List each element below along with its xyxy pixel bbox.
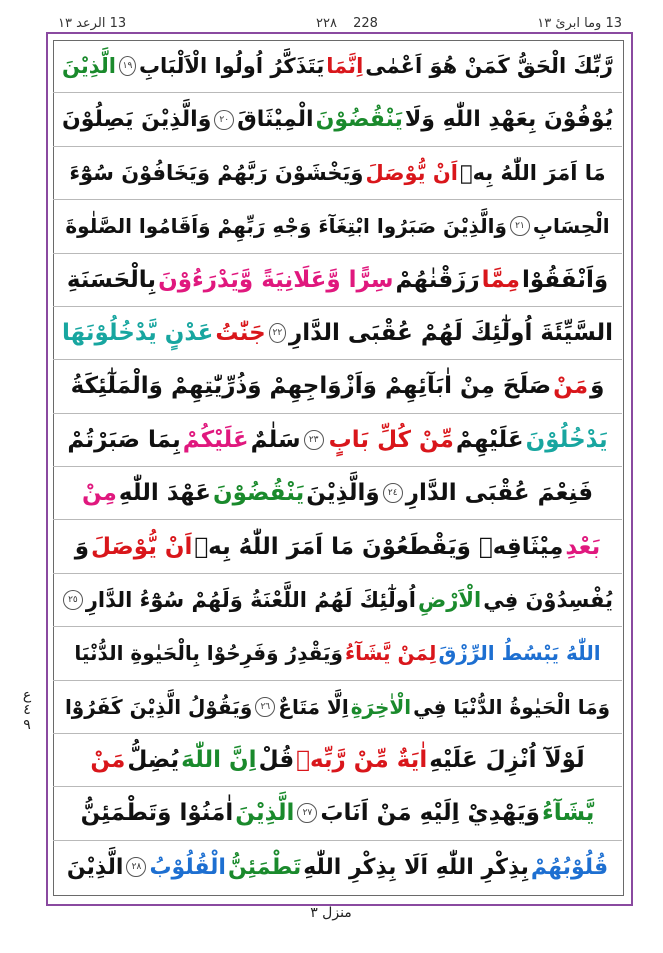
text-segment: جَنّٰتُ xyxy=(215,320,266,347)
text-segment: رَزَقْنٰهُمْ xyxy=(395,266,480,293)
text-segment: يَّشَآءُ xyxy=(541,800,595,827)
text-line xyxy=(53,93,622,146)
text-segment: وَيَقُوْلُ الَّذِيْنَ كَفَرُوْا xyxy=(64,694,253,719)
text-segment: اَنْ يُّوْصَلَ xyxy=(365,160,458,185)
text-segment: سِرًّا وَّعَلَانِيَةً وَّيَدْرَءُوْنَ xyxy=(158,266,394,293)
text-segment: الْمِيْثَاقَ xyxy=(237,107,314,133)
page-number-latin: 228 xyxy=(353,16,378,31)
text-line xyxy=(53,627,622,680)
text-segment: مِّنْ كُلِّ بَابٍ xyxy=(328,426,454,453)
ayah-number-marker: ٢٢ xyxy=(269,323,286,343)
text-segment: بِذِكْرِ اللّٰهِ اَلَا بِذِكْرِ اللّٰهِ xyxy=(303,854,529,880)
text-segment: لَوْلَآ اُنْزِلَ عَلَيْهِ xyxy=(429,747,585,774)
ayah-number-marker: ٢٨ xyxy=(126,857,146,877)
para-name-label: 13 وما ابرئ ١٣ xyxy=(537,16,622,31)
text-segment: مَنْ xyxy=(553,373,589,400)
text-segment: وَ xyxy=(590,373,605,400)
text-segment: الْقُلُوْبُ xyxy=(149,854,226,880)
text-segment: وَيَقْدِرُ وَفَرِحُوْا بِالْحَيٰوةِ الدُّنْيَا xyxy=(74,641,343,666)
text-segment: عَدْنٍ يَّدْخُلُوْنَهَا xyxy=(62,320,214,347)
text-segment: عَلَيْهِمْ xyxy=(455,426,524,453)
text-segment: اٰمَنُوْا وَتَطْمَئِنُّ xyxy=(80,800,234,827)
text-line xyxy=(53,147,622,200)
text-block xyxy=(53,40,622,894)
text-segment: الْاٰخِرَةِ xyxy=(350,694,412,719)
text-segment: وَ xyxy=(74,533,90,560)
ruku-marker-char: ٩ xyxy=(23,717,31,733)
text-line xyxy=(53,307,622,360)
text-segment: اِنَّ اللّٰهَ xyxy=(181,747,257,774)
text-segment: بِمَا صَبَرْتُمْ xyxy=(67,426,181,453)
text-segment: وَالَّذِيْنَ يَصِلُوْنَ xyxy=(62,107,212,133)
text-segment: وَالَّذِيْنَ صَبَرُوا ابْتِغَآءَ وَجْهِ رَبِّهِمْ وَاَقَامُوا الصَّلٰوةَ xyxy=(65,214,507,239)
text-segment: يُفْسِدُوْنَ فِي xyxy=(483,587,613,612)
text-segment: اَنْ يُّوْصَلَ xyxy=(91,533,193,560)
text-segment: اِلَّا مَتَاعٌ xyxy=(278,694,349,719)
text-segment: وَمَا الْحَيٰوةُ الدُّنْيَا فِي xyxy=(413,694,611,719)
text-segment: عَلَيْكُمْ xyxy=(182,426,249,453)
text-segment: الَّذِيْنَ xyxy=(235,800,295,827)
text-segment: اُولٰٓئِكَ لَهُمُ اللَّعْنَةُ وَلَهُمْ سُوْٓءُ الدَّارِ xyxy=(85,587,417,612)
ayah-number-marker: ٢٦ xyxy=(255,697,275,717)
text-segment: قُلْ xyxy=(258,747,295,774)
text-line xyxy=(53,467,622,520)
text-segment: سَلٰمٌ xyxy=(250,426,301,453)
text-line xyxy=(53,40,622,93)
text-segment: اٰيَةٌ مِّنْ رَّبِّهٖ xyxy=(296,747,428,774)
text-line xyxy=(53,841,622,894)
text-line xyxy=(53,520,622,573)
text-segment: قُلُوْبُهُمْ xyxy=(530,854,609,880)
text-line xyxy=(53,574,622,627)
text-line xyxy=(53,414,622,467)
text-segment: يَدْخُلُوْنَ xyxy=(525,426,608,453)
text-line xyxy=(53,734,622,787)
text-segment: رَّبِّكَ الْحَقُّ كَمَنْ هُوَ اَعْمٰى xyxy=(365,54,613,79)
text-segment: يَتَذَكَّرُ اُولُوا الْاَلْبَابِ xyxy=(138,54,325,79)
page-number xyxy=(292,16,402,31)
text-segment: مِمَّا xyxy=(481,266,520,293)
text-segment: عَهْدَ اللّٰهِ xyxy=(118,480,211,507)
text-segment: وَيَخْشَوْنَ رَبَّهُمْ وَيَخَافُوْنَ سُوْٓءَ xyxy=(69,160,364,185)
text-line xyxy=(53,254,622,307)
text-segment: تَطْمَئِنُّ xyxy=(227,854,302,880)
text-segment: مَا اَمَرَ اللّٰهُ بِهٖ xyxy=(459,160,606,185)
ayah-number-marker: ٢٥ xyxy=(63,590,83,610)
text-segment: وَالَّذِيْنَ xyxy=(306,480,380,507)
surah-name-label: 13 الرعد ١٣ xyxy=(58,16,127,31)
text-line xyxy=(53,787,622,840)
text-segment: يَنْقُضُوْنَ xyxy=(315,107,403,133)
text-segment: السَّيِّئَةَ اُولٰٓئِكَ لَهُمْ عُقْبَى الدَّارِ xyxy=(288,320,613,347)
text-segment: بَعْدِ xyxy=(565,533,601,560)
text-segment: الْحِسَابِ xyxy=(532,214,610,239)
page-number-arabic: ٢٢٨ xyxy=(316,16,337,31)
ruku-marker-char: ٤ xyxy=(23,702,31,718)
ruku-marker-char: ع xyxy=(22,687,32,703)
manzil-footer: منزل ٣ xyxy=(310,905,352,921)
text-segment: اِنَّمَا xyxy=(326,54,364,79)
ayah-number-marker: ٢٣ xyxy=(304,430,324,450)
ayah-number-marker: ٢٠ xyxy=(214,110,234,130)
text-segment: وَاَنْفَقُوْا xyxy=(521,266,609,293)
text-segment: اللّٰهُ يَبْسُطُ الرِّزْقَ xyxy=(438,641,601,666)
text-segment: الَّذِيْنَ xyxy=(66,854,124,880)
text-line xyxy=(53,681,622,734)
text-segment: صَلَحَ مِنْ اٰبَآئِهِمْ وَاَزْوَاجِهِمْ وَذُرِّيّٰتِهِمْ وَالْمَلٰٓئِكَةُ xyxy=(70,373,552,400)
ayah-number-marker: ٢٤ xyxy=(383,483,403,503)
ayah-number-marker: ١٩ xyxy=(119,56,136,76)
text-segment: مِنْ xyxy=(81,480,117,507)
ruku-marker xyxy=(12,688,42,733)
text-segment: يَنْقُضُوْنَ xyxy=(212,480,305,507)
text-line xyxy=(53,200,622,253)
text-segment: لِمَنْ يَّشَآءُ xyxy=(344,641,437,666)
text-segment: الْاَرْضِ xyxy=(418,587,482,612)
text-segment: مِيْثَاقِهٖ وَيَقْطَعُوْنَ مَا اَمَرَ اللّٰهُ بِهٖ xyxy=(194,533,564,560)
text-segment: يُوْفُوْنَ بِعَهْدِ اللّٰهِ وَلَا xyxy=(404,107,613,133)
text-line xyxy=(53,360,622,413)
text-segment: الَّذِيْنَ xyxy=(62,54,116,79)
ayah-number-marker: ٢٧ xyxy=(297,803,317,823)
text-segment: وَيَهْدِيْ اِلَيْهِ مَنْ اَنَابَ xyxy=(320,800,540,827)
ayah-number-marker: ٢١ xyxy=(510,216,530,236)
text-segment: مَنْ xyxy=(90,747,126,774)
text-segment: فَنِعْمَ عُقْبَى الدَّارِ xyxy=(405,480,594,507)
text-segment: يُضِلُّ xyxy=(127,747,180,774)
text-segment: بِالْحَسَنَةِ xyxy=(66,266,157,293)
